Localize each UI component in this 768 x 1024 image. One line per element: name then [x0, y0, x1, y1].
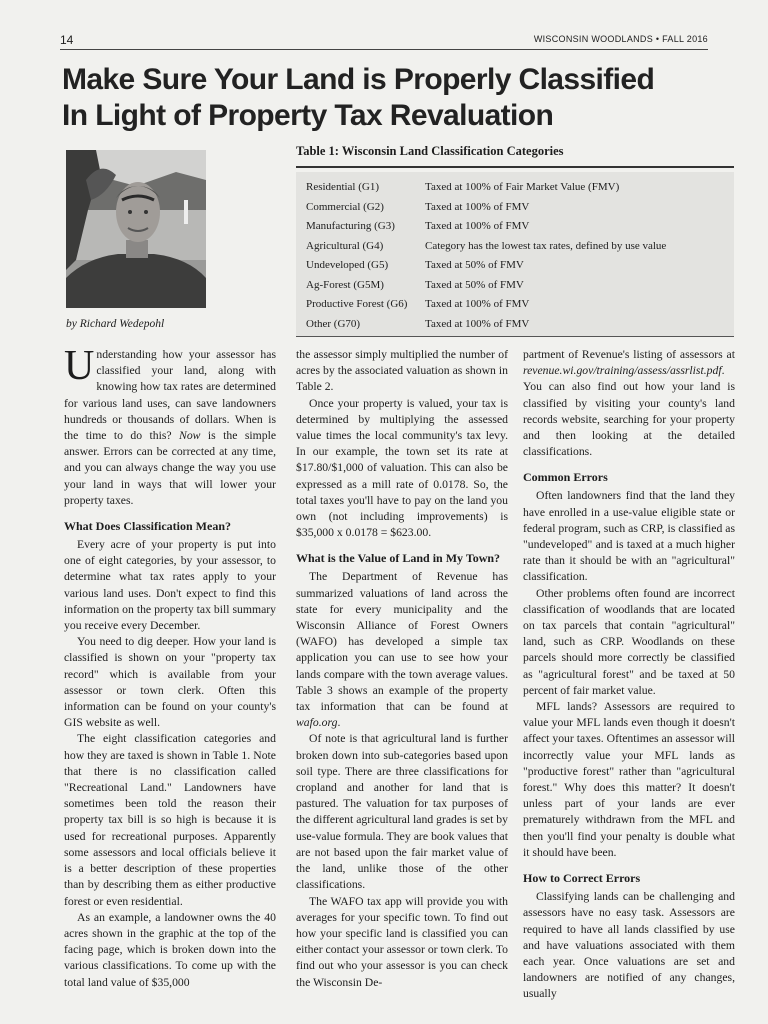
table-row — [296, 178, 734, 198]
title-line-2: In Light of Property Tax Revaluation — [62, 99, 554, 132]
paragraph: Every acre of your property is put into one of eight categories, by your assessor, to determine what tax rates apply to your various land uses. Don't expect to find this information on the property tax bill summary you receive every December. — [64, 538, 276, 633]
paragraph: The eight classification categories and how they are taxed is shown in Table 1. Note that there is no classification called "Recreational Land." Landowners have sometimes been told the reason their property tax bill is so high is because it is used for recreational purposes. Apparently some assessors and local officials believe it is a better description of these properties than by describing them as either productive forest or even residential. — [64, 732, 276, 908]
article-column-3 — [523, 347, 735, 1003]
article-column-2 — [296, 347, 508, 991]
section-heading: How to Correct Errors — [523, 871, 641, 886]
running-header — [60, 33, 708, 50]
wafo-link[interactable]: wafo.org — [296, 716, 338, 730]
classification-table — [296, 172, 734, 337]
table-row — [296, 237, 734, 257]
section-heading: What is the Value of Land in My Town? — [296, 551, 501, 566]
intro-paragraph: Understanding how your assessor has classified your land, along with knowing how tax rates are determined for various land uses, can save landowners hundreds or thousands of dollars. When is the time to do this? Now is the simple answer. Errors can be corrected at any time, and you can always change the way you use your land in ways that will lower your property taxes. — [64, 343, 277, 507]
article-title — [62, 62, 742, 134]
publication-name: WISCONSIN WOODLANDS • FALL 2016 — [533, 34, 708, 44]
page-number: 14 — [60, 33, 74, 47]
table-category: Undeveloped (G5) — [306, 259, 389, 271]
table-category: Manufacturing (G3) — [306, 220, 395, 232]
paragraph: MFL lands? Assessors are required to value your MFL lands even though it doesn't affect your taxes. Oftentimes an assessor will incorrectly value your MFL lands as "productive forest" rather than "agricultural forest." Why does this matter? It doesn't unless part of your lands are ever prematurely withdrawn from the MFL and then you'll find your penalty is double what it should have been. — [523, 700, 735, 859]
table-category: Ag-Forest (G5M) — [306, 278, 384, 291]
paragraph: Other problems often found are incorrect classification of woodlands that are located on tax parcels that contain "agricultural" land, such as CRP. Woodlands on these parcels should more correctly be classified as "agricultural forest" and be taxed at 50 percent of fair market value. — [523, 586, 735, 697]
table-rate: Taxed at 100% of FMV — [425, 220, 530, 232]
paragraph: Classifying lands can be challenging and assessors have no easy task. Assessors are required to have all lands classified by use and have valuations associated with them each year. Once valuations are set and landowners are notified of any changes, usually — [523, 890, 735, 1001]
table-row — [296, 276, 734, 296]
paragraph: Once your property is valued, your tax is determined by multiplying the assessed value times the local community's tax levy. In our example, the town set its rate at $17.80/$1,000 of valuation. This can also be expressed as a mill rate of 0.0178. So, the total taxes you'll have to pay on the land you own (not including improvements) is $35,000 x 0.0178 = $623.00. — [296, 396, 508, 540]
table-category: Agricultural (G4) — [306, 239, 384, 252]
table-category: Commercial (G2) — [306, 200, 384, 213]
table-rate: Taxed at 100% of Fair Market Value (FMV) — [425, 181, 620, 193]
table-category: Other (G70) — [306, 317, 361, 330]
byline: by Richard Wedepohl — [66, 318, 165, 330]
article-column-1 — [64, 343, 277, 991]
section-heading: What Does Classification Mean? — [64, 519, 231, 534]
drop-cap: U — [64, 343, 95, 389]
table-rule — [296, 166, 734, 168]
paragraph: Of note is that agricultural land is further broken down into sub-categories based upon soil type. There are three classifications for cropland and another for land that is pastured. The valuation for tax purposes of the different agricultural land grades is set by use-value formula. They are book values that are not based upon the fair market value of the land, unlike those of the other classifications. — [296, 732, 508, 892]
table-rate: Taxed at 100% of FMV — [425, 200, 530, 213]
paragraph: You need to dig deeper. How your land is classified is shown on your "property tax record" which is available from your assessor or town clerk. Often this information can be found on your county's GIS website as well. — [64, 635, 276, 730]
table-row — [296, 256, 734, 276]
paragraph: partment of Revenue's listing of assessors at revenue.wi.gov/training/assess/assrlist.pdf. You can also find out how your land is classified by visiting your county's land records website, searching for your property and then looking at the detailed classifications. — [523, 348, 735, 459]
author-photo — [66, 150, 206, 308]
paragraph: The WAFO tax app will provide you with averages for your specific town. To find out how your specific land is classified you can either contact your assessor or town clerk. To find out who your assessor is you can check the Wisconsin De- — [296, 894, 508, 989]
table-row — [296, 217, 734, 237]
table-rate: Taxed at 50% of FMV — [425, 259, 524, 271]
paragraph: Often landowners find that the land they have enrolled in a use-value eligible state or federal program, such as CRP, is classified as "undeveloped" and is taxed at a much higher rate than it should be with an "agricultural" classification. — [523, 489, 735, 584]
section-heading: Common Errors — [523, 470, 608, 485]
paragraph: the assessor simply multiplied the number of acres by the associated valuation as shown in Table 2. — [296, 348, 508, 394]
table-category: Residential (G1) — [306, 181, 380, 193]
table-row — [296, 198, 734, 218]
title-line-1: Make Sure Your Land is Properly Classified — [62, 63, 655, 96]
table-category: Productive Forest (G6) — [306, 298, 408, 310]
table-rate: Taxed at 50% of FMV — [425, 278, 524, 291]
table-rate: Taxed at 100% of FMV — [425, 317, 530, 330]
revenue-link[interactable]: revenue.wi.gov/training/assess/assrlist.pdf — [523, 364, 722, 378]
paragraph: As an example, a landowner owns the 40 acres shown in the graphic at the top of the facing page, which is broken down into the various classifications. To come up with the total land value of $35,000 — [64, 910, 276, 989]
table-row — [296, 295, 734, 315]
table-rate: Category has the lowest tax rates, defined by use value — [425, 239, 667, 252]
table-row — [296, 315, 734, 335]
paragraph: The Department of Revenue has summarized valuations of land across the state for every municipality and the Wisconsin Alliance of Forest Owners (WAFO) has developed a simple tax application you can use to see how your lands compare with the town average values. Table 3 shows an example of the property tax information that can be found at wafo.org. — [296, 570, 508, 730]
table-rate: Taxed at 100% of FMV — [425, 298, 530, 310]
table-title: Table 1: Wisconsin Land Classification Categories — [296, 144, 564, 158]
